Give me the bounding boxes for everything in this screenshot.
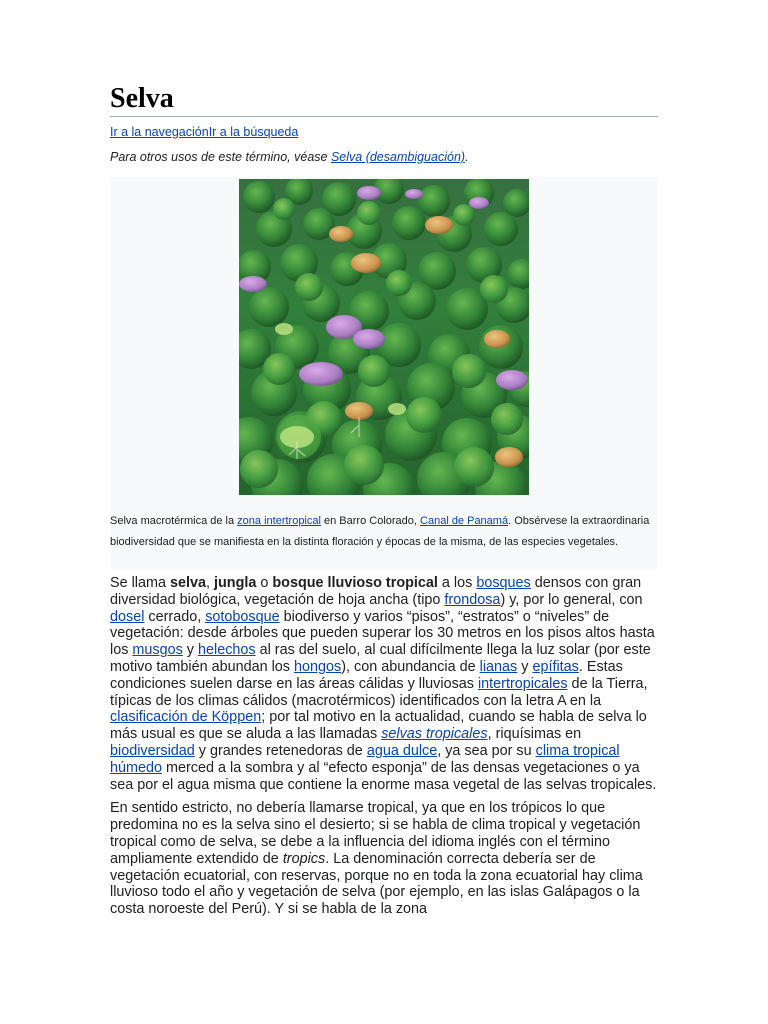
jump-to-navigation-link[interactable]: Ir a la navegación xyxy=(110,125,209,139)
bold-term: bosque lluvioso tropical xyxy=(272,575,438,591)
sotobosque-link[interactable]: sotobosque xyxy=(205,608,280,625)
epifitas-link[interactable]: epífitas xyxy=(532,658,579,675)
text: , xyxy=(206,575,215,591)
text: En sentido estricto, no debería llamarse tropical, ya que en los trópicos lo que predomina no es la selva sino el desierto; si se habla de clima tropical y vegetación tropical como de selva, se debe a la influencia del idioma inglés con el término ampliamente extendido de xyxy=(110,800,641,867)
bold-term: selva xyxy=(170,575,207,591)
text: cerrado, xyxy=(144,608,206,625)
caption-text: en Barro Colorado, xyxy=(320,515,421,527)
hongos-link[interactable]: hongos xyxy=(294,658,342,675)
text: biodiverso y varios “pisos”, “estratos” o “niveles” de vegetación: desde árboles que pueden superar los 30 metros en los pisos altos hasta los xyxy=(110,608,655,659)
jump-links xyxy=(110,124,658,140)
text: a los xyxy=(437,575,477,591)
caption-text: Selva macrotérmica de la xyxy=(110,515,238,527)
clima-tropical-humedo-link[interactable]: clima tropical húmedo xyxy=(110,742,620,776)
biodiversidad-link[interactable]: biodiversidad xyxy=(110,742,195,759)
caption-text: . Obsérvese la extraordinaria biodiversidad que se manifiesta en la distinta floración y épocas de la misma, de las especies vegetales. xyxy=(110,515,650,548)
text: , ya sea por su xyxy=(437,742,536,759)
disambiguation-link[interactable]: Selva (desambiguación) xyxy=(330,150,466,164)
intertropicales-link[interactable]: intertropicales xyxy=(477,675,568,692)
paragraph xyxy=(110,800,658,918)
italic-term: tropics xyxy=(282,850,326,867)
selvas-tropicales-link[interactable]: selvas tropicales xyxy=(381,726,488,743)
jump-to-search-link[interactable]: Ir a la búsqueda xyxy=(208,125,299,139)
thumbnail-figure xyxy=(110,177,658,569)
text: y xyxy=(182,642,198,659)
agua-dulce-link[interactable]: agua dulce xyxy=(366,742,438,759)
text: ), con abundancia de xyxy=(341,658,480,675)
paragraph xyxy=(110,575,658,793)
figure-caption xyxy=(110,511,658,552)
hatnote-text: Para otros usos de este término, véase xyxy=(110,150,331,164)
text: al ras del suelo, al cual difícilmente llega la luz solar (por este motivo también abundan los xyxy=(110,642,651,675)
bold-term: jungla xyxy=(214,575,257,591)
text: ) y, por lo general, con xyxy=(500,591,643,608)
dosel-link[interactable]: dosel xyxy=(110,608,145,625)
text: y grandes retenedoras de xyxy=(194,742,367,759)
clasificacion-koppen-link[interactable]: clasificación de Köppen xyxy=(110,709,262,726)
text: Se llama xyxy=(110,575,170,591)
hatnote-suffix: . xyxy=(465,150,469,164)
frondosa-link[interactable]: frondosa xyxy=(444,591,501,608)
article xyxy=(110,82,658,925)
canal-de-panama-link[interactable]: Canal de Panamá xyxy=(420,515,509,527)
text: de la Tierra, típicas de los climas cálidos (macrotérmicos) identificados con la letra A en la xyxy=(110,675,648,709)
text: . Estas condiciones suelen darse en las áreas cálidas y lluviosas xyxy=(110,658,623,692)
page-title: Selva xyxy=(110,82,658,117)
forest-canopy-image[interactable] xyxy=(239,179,529,495)
zona-intertropical-link[interactable]: zona intertropical xyxy=(237,515,321,527)
text: ; por tal motivo en la actualidad, cuando se habla de selva lo más usual es que se aluda a las llamadas xyxy=(110,709,647,743)
text: densos con gran diversidad biológica, vegetación de hoja ancha (tipo xyxy=(110,575,642,608)
text: . La denominación correcta debería ser de vegetación ecuatorial, con reservas, porque no en toda la zona ecuatorial hay clima lluvioso todo el año y vegetación de selva (por ejemplo, en las islas Galápagos o la costa noroeste del Perú). Y si se habla de la zona xyxy=(110,850,643,918)
bosques-link[interactable]: bosques xyxy=(476,575,531,591)
hatnote xyxy=(110,149,658,165)
text: , riquísimas en xyxy=(487,726,582,743)
musgos-link[interactable]: musgos xyxy=(132,642,183,659)
text: merced a la sombra y al “efecto esponja” de las densas vegetaciones o ya sea por el agua misma que contiene la enorme masa vegetal de las selvas tropicales. xyxy=(110,759,657,793)
helechos-link[interactable]: helechos xyxy=(198,642,256,659)
text: o xyxy=(256,575,273,591)
lianas-link[interactable]: lianas xyxy=(479,658,518,675)
article-body xyxy=(110,575,658,918)
text: y xyxy=(517,658,533,675)
